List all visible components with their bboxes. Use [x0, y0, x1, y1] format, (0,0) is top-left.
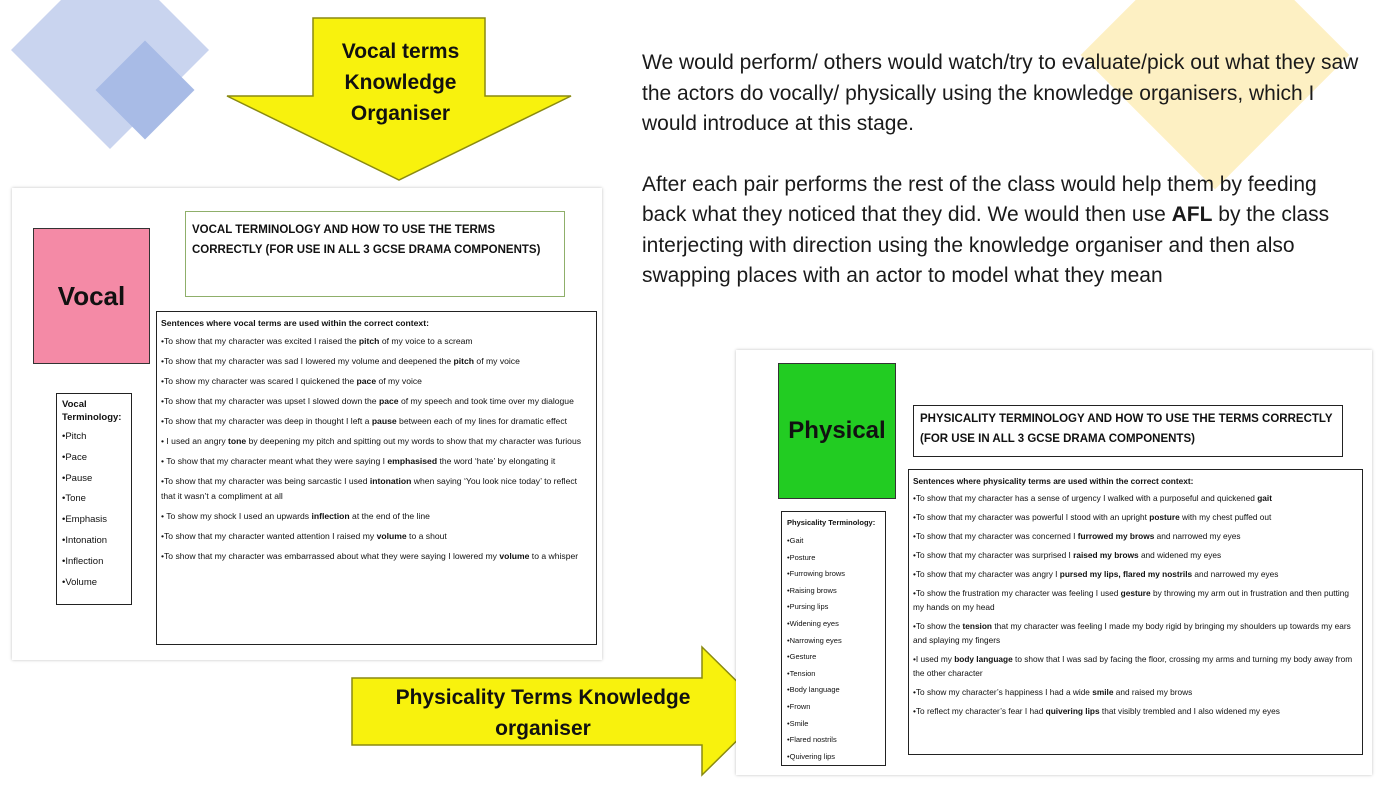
sentence-text: of my voice	[376, 376, 422, 386]
sentence-text: to show that I was sad by facing the floor, crossing my arms and turning my body away from the other character	[913, 654, 1353, 678]
vocal-term-item: •Volume	[62, 576, 98, 588]
vocal-terms	[62, 427, 126, 593]
sentence-key-term: volume	[376, 531, 407, 541]
sentence-text: to a shout	[406, 531, 447, 541]
physical-term-item: •Smile	[787, 718, 809, 728]
sentence-text: I used an angry	[164, 436, 229, 446]
sentence-text: To show that my character was angry I	[915, 569, 1060, 579]
sentence-key-term: pitch	[453, 356, 475, 366]
sentence-key-term: inflection	[311, 511, 350, 521]
sentence-text: To show that my character was being sarcastic I used	[164, 476, 370, 486]
sentence-text: To show that my character was embarrassed about what they were saying I lowered my	[164, 551, 500, 561]
vocal-knowledge-organiser	[12, 188, 602, 660]
sentence-text: To show that my character has a sense of urgency I walked with a purposeful and quickened	[915, 493, 1258, 503]
sentence-key-term: tension	[962, 621, 993, 631]
sentence-text: To show that my character wanted attention I raised my	[164, 531, 377, 541]
physical-title: PHYSICALITY TERMINOLOGY AND HOW TO USE THE TERMS CORRECTLY (FOR USE IN ALL 3 GCSE DRAMA COMPONENTS)	[913, 405, 1343, 457]
vocal-sentence: •To show that my character was sad I lowered my volume and deepened the pitch of my voice	[161, 356, 520, 366]
vocal-term-item: •Intonation	[62, 534, 108, 546]
physical-term-item: •Raising brows	[787, 585, 837, 595]
sentence-key-term: furrowed my brows	[1077, 531, 1155, 541]
sentence-text: and widened my eyes	[1138, 550, 1222, 560]
sentence-text: To show that my character was deep in thought I left a	[164, 416, 372, 426]
vocal-terms-header: Vocal Terminology:	[62, 399, 122, 423]
sentence-text: To show my character’s happiness I had a wide	[915, 687, 1093, 697]
slide-paragraph-1: We would perform/ others would watch/try to evaluate/pick out what they saw the actors do vocally/ physically using the knowledge organisers, which I would introduce at this stage.	[642, 51, 1359, 135]
vocal-term-item: •Emphasis	[62, 514, 108, 526]
physical-sentence: •To show that my character has a sense of urgency I walked with a purposeful and quickened gait	[913, 493, 1272, 503]
physical-sentence: •To show my character’s happiness I had a wide smile and raised my brows	[913, 687, 1193, 697]
physical-term-item: •Tension	[787, 668, 816, 678]
sentence-key-term: pitch	[358, 336, 380, 346]
sentence-text: between each of my lines for dramatic effect	[396, 416, 568, 426]
vocal-sentence: • To show my shock I used an upwards inflection at the end of the line	[161, 511, 430, 521]
sentence-key-term: emphasised	[387, 456, 438, 466]
sentence-text: of my speech and took time over my dialogue	[398, 396, 574, 406]
sentence-key-term: gesture	[1120, 588, 1151, 598]
sentence-text: that my character was feeling I made my body rigid by bringing my shoulders up towards my ears and splaying my fingers	[913, 621, 1351, 645]
vocal-sentence: •To show that my character was embarrassed about what they were saying I lowered my volume to a whisper	[161, 551, 579, 561]
slide-body	[642, 48, 1362, 292]
sentence-text: I used my	[915, 654, 955, 664]
vocal-term-item: •Tone	[62, 493, 86, 505]
vocal-sentence: •To show that my character was being sarcastic I used intonation when saying ‘You look nice today’ to reflect that it wasn’t a compliment at all	[161, 476, 578, 501]
sentence-text: by throwing my arm out in frustration and then putting my hands on my head	[913, 588, 1349, 612]
vocal-term-item: •Inflection	[62, 555, 104, 567]
afl-term: AFL	[1171, 203, 1213, 226]
vocal-tag: Vocal	[33, 228, 150, 364]
sentence-text: To show that my character was concerned I	[915, 531, 1078, 541]
sentence-text: To show that my character was powerful I stood with an upright	[915, 512, 1150, 522]
sentence-key-term: raised my brows	[1073, 550, 1139, 560]
physical-sentence: •To show that my character was angry I pursed my lips, flared my nostrils and narrowed my eyes	[913, 569, 1279, 579]
vocal-arrow-label: Vocal terms Knowledge Organiser	[341, 40, 460, 125]
physical-tag: Physical	[778, 363, 896, 499]
sentence-key-term: pace	[356, 376, 377, 386]
vocal-term-item: •Pace	[62, 451, 87, 463]
physical-sentences-header: Sentences where physicality terms are used within the correct context:	[913, 476, 1194, 486]
sentence-key-term: tone	[228, 436, 247, 446]
physical-term-item: •Frown	[787, 701, 811, 711]
physical-term-item: •Body language	[787, 685, 840, 695]
physical-term-item: •Quivering lips	[787, 751, 836, 761]
vocal-sentences-header: Sentences where vocal terms are used within the correct context:	[161, 318, 429, 328]
sentence-text: To show my character was scared I quickened the	[164, 376, 357, 386]
physical-sentence: •To show the tension that my character was feeling I made my body rigid by bringing my shoulders up towards my ears and splaying my fingers	[913, 621, 1351, 645]
physical-sentence: •To show that my character was surprised I raised my brows and widened my eyes	[913, 550, 1222, 560]
vocal-term-item: •Pause	[62, 472, 93, 484]
physical-term-list	[781, 511, 886, 766]
sentence-text: To show the	[915, 621, 963, 631]
sentence-text: and narrowed my eyes	[1192, 569, 1279, 579]
sentence-key-term: body language	[954, 654, 1013, 664]
sentence-text: the word ‘hate’ by elongating it	[437, 456, 556, 466]
sentence-key-term: pursed my lips, flared my nostrils	[1059, 569, 1193, 579]
sentence-key-term: volume	[499, 551, 530, 561]
sentence-key-term: quivering lips	[1045, 706, 1100, 716]
sentence-text: To show that my character was excited I raised the	[164, 336, 359, 346]
physical-term-item: •Gait	[787, 536, 804, 545]
physical-sentence-box	[908, 469, 1363, 755]
sentence-text: that visibly trembled and I also widened my eyes	[1099, 706, 1280, 716]
physical-sentence: •To reflect my character’s fear I had quivering lips that visibly trembled and I also widened my eyes	[913, 706, 1280, 716]
vocal-sentence: •To show that my character was deep in thought I left a pause between each of my lines for dramatic effect	[161, 416, 568, 426]
sentence-text: To show that my character meant what they were saying I	[164, 456, 388, 466]
physical-term-item: •Widening eyes	[787, 618, 839, 628]
vocal-sentence: • To show that my character meant what they were saying I emphasised the word ‘hate’ by elongating it	[161, 456, 556, 466]
vocal-sentence: •To show my character was scared I quickened the pace of my voice	[161, 376, 422, 386]
physical-term-item: •Gesture	[787, 652, 817, 662]
physical-sentence: •To show that my character was concerned I furrowed my brows and narrowed my eyes	[913, 531, 1241, 541]
sentence-text: To show that my character was surprised I	[915, 550, 1074, 560]
sentence-text: To show the frustration my character was feeling I used	[915, 588, 1121, 598]
sentence-text: To reflect my character’s fear I had	[915, 706, 1046, 716]
sentence-key-term: pace	[378, 396, 399, 406]
sentence-key-term: smile	[1092, 687, 1114, 697]
physical-arrow-label: Physicality Terms Knowledge organiser	[395, 686, 691, 740]
vocal-term-item: •Pitch	[62, 431, 87, 442]
physical-sentence: •To show the frustration my character was feeling I used gesture by throwing my arm out in frustration and then putting my hands on my head	[913, 588, 1349, 612]
vocal-sentence: • I used an angry tone by deepening my pitch and spitting out my words to show that my character was furious	[161, 436, 582, 446]
sentence-text: To show my shock I used an upwards	[164, 511, 312, 521]
sentence-text: of my voice	[474, 356, 520, 366]
sentence-text: To show that my character was upset I slowed down the	[164, 396, 379, 406]
sentence-key-term: gait	[1257, 493, 1272, 503]
physical-sentence: •To show that my character was powerful I stood with an upright posture with my chest puffed out	[913, 512, 1272, 522]
sentence-text: at the end of the line	[349, 511, 430, 521]
sentence-key-term: posture	[1149, 512, 1180, 522]
vocal-sentences	[161, 334, 592, 564]
vocal-sentence: •To show that my character wanted attention I raised my volume to a shout	[161, 531, 447, 541]
paragraph-2-text-b: by the class interjecting with direction using the knowledge organiser and then also swapping places with an actor to model what they mean	[642, 203, 1330, 287]
vocal-term-list	[56, 393, 132, 605]
sentence-text: and raised my brows	[1113, 687, 1193, 697]
physical-term-item: •Posture	[787, 552, 816, 562]
sentence-text: with my chest puffed out	[1179, 512, 1272, 522]
physical-term-item: •Pursing lips	[787, 602, 829, 612]
vocal-sentence: •To show that my character was excited I raised the pitch of my voice to a scream	[161, 336, 473, 346]
sentence-key-term: pause	[371, 416, 397, 426]
sentence-text: and narrowed my eyes	[1154, 531, 1241, 541]
physicality-knowledge-organiser	[736, 350, 1372, 775]
sentence-text: to a whisper	[529, 551, 579, 561]
physical-sentences	[913, 491, 1358, 718]
physical-sentence: •I used my body language to show that I was sad by facing the floor, crossing my arms and turning my body away from the other character	[913, 654, 1353, 678]
vocal-sentence-box	[156, 311, 597, 645]
sentence-text: of my voice to a scream	[379, 336, 473, 346]
sentence-text: by deepening my pitch and spitting out my words to show that my character was furious	[246, 436, 582, 446]
physical-term-item: •Narrowing eyes	[787, 635, 842, 645]
paragraph-2-text-a: After each pair performs the rest of the class would help them by feeding back what they noticed that they did. We would then use	[642, 172, 1317, 226]
sentence-text: when saying ‘You look nice today’ to reflect that it wasn’t a compliment at all	[161, 476, 578, 501]
physical-term-item: •Furrowing brows	[787, 569, 846, 579]
physical-terms	[787, 533, 880, 765]
physical-terms-header: Physicality Terminology:	[787, 518, 876, 527]
vocal-title: VOCAL TERMINOLOGY AND HOW TO USE THE TERMS CORRECTLY (FOR USE IN ALL 3 GCSE DRAMA COMPONENTS)	[185, 211, 565, 297]
vocal-sentence: •To show that my character was upset I slowed down the pace of my speech and took time over my dialogue	[161, 396, 574, 406]
sentence-key-term: intonation	[369, 476, 412, 486]
physical-term-item: •Flared nostrils	[787, 735, 837, 745]
slide-paragraph-2	[642, 170, 1362, 292]
sentence-text: To show that my character was sad I lowered my volume and deepened the	[164, 356, 454, 366]
